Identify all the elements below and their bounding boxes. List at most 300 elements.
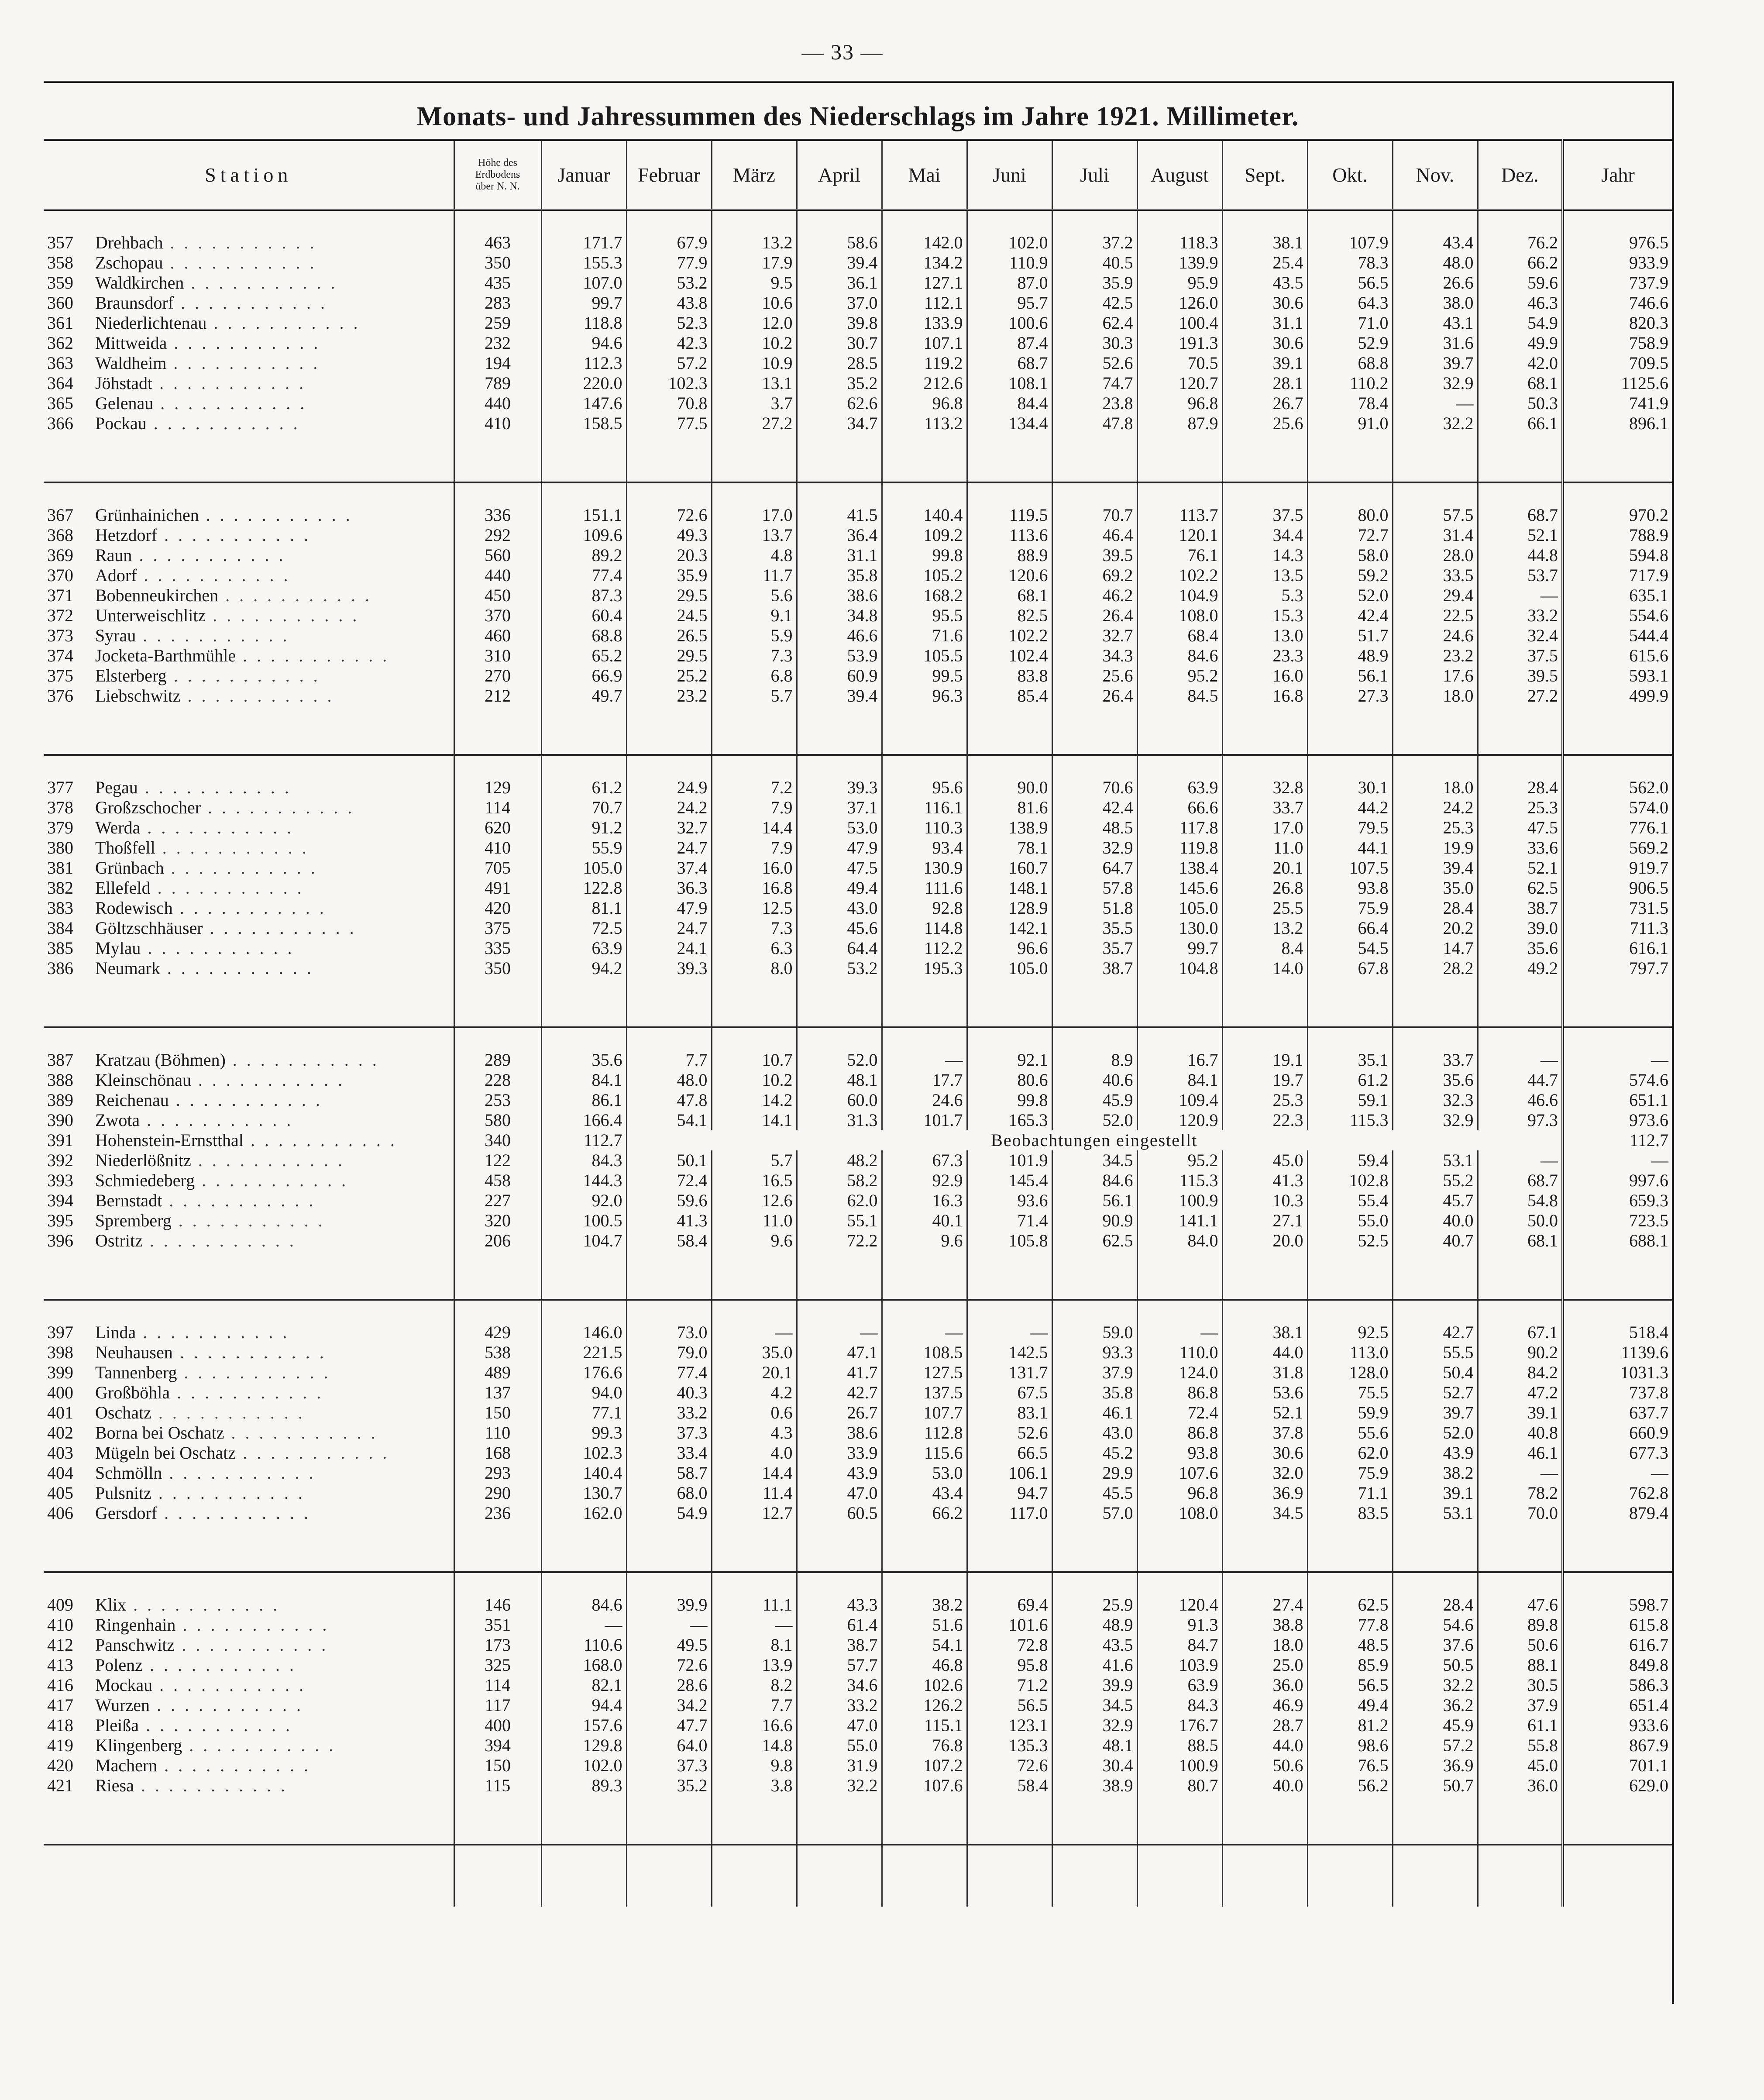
- value-cell: 37.5: [1478, 646, 1563, 666]
- value-cell: 25.9: [1052, 1595, 1137, 1615]
- value-cell: 50.4: [1393, 1363, 1478, 1383]
- leader-dots: . . . . . . . . . . .: [172, 1343, 327, 1362]
- empty-cell: [797, 210, 882, 233]
- value-cell: 130.9: [882, 858, 967, 878]
- empty-cell: [541, 755, 626, 778]
- empty-cell: [1307, 1796, 1393, 1845]
- station-cell: [44, 1130, 454, 1150]
- value-cell: 72.5: [541, 918, 626, 938]
- value-cell: 14.8: [712, 1735, 797, 1756]
- leader-dots: . . . . . . . . . . .: [173, 293, 327, 313]
- empty-cell: [626, 210, 712, 233]
- station-number: 367: [47, 505, 73, 525]
- value-cell: 39.3: [626, 958, 712, 978]
- empty-cell: [967, 1572, 1052, 1595]
- leader-dots: . . . . . . . . . . .: [140, 1110, 294, 1130]
- elevation-cell: 375: [454, 918, 541, 938]
- station-cell: [44, 1090, 454, 1110]
- value-cell: 8.9: [1052, 1050, 1137, 1070]
- elevation-cell: 270: [454, 666, 541, 686]
- empty-cell: [1222, 1523, 1307, 1572]
- value-cell: 139.9: [1137, 253, 1222, 273]
- value-cell: 71.1: [1307, 1483, 1393, 1503]
- empty-cell: [882, 1300, 967, 1322]
- empty-cell: [1222, 434, 1307, 482]
- value-cell: 20.1: [1222, 858, 1307, 878]
- value-cell: 14.4: [712, 818, 797, 838]
- elevation-cell: 340: [454, 1130, 541, 1150]
- empty-cell: [712, 210, 797, 233]
- leader-dots: . . . . . . . . . . .: [146, 413, 300, 433]
- value-cell: 25.3: [1478, 798, 1563, 818]
- value-cell: 60.0: [797, 1090, 882, 1110]
- station-name: Hohenstein-Ernstthal: [95, 1130, 244, 1150]
- value-cell: 84.1: [541, 1070, 626, 1090]
- leader-dots: . . . . . . . . . . .: [155, 838, 309, 857]
- empty-cell: [1052, 210, 1137, 233]
- elevation-cell: 538: [454, 1343, 541, 1363]
- value-cell: 28.4: [1393, 1595, 1478, 1615]
- empty-cell: [1393, 210, 1478, 233]
- annual-total-cell: 677.3: [1563, 1443, 1672, 1463]
- value-cell: 56.5: [1307, 273, 1393, 293]
- station-row: [44, 293, 1672, 313]
- value-cell: 64.4: [797, 938, 882, 958]
- empty-cell: [712, 1572, 797, 1595]
- value-cell: 195.3: [882, 958, 967, 978]
- empty-cell: [626, 1845, 712, 1907]
- value-cell: 147.6: [541, 393, 626, 413]
- value-cell: 47.9: [626, 898, 712, 918]
- station-number: 377: [47, 778, 73, 797]
- value-cell: 67.1: [1478, 1322, 1563, 1343]
- value-cell: 84.6: [1052, 1170, 1137, 1191]
- value-cell: 46.6: [797, 626, 882, 646]
- value-cell: 28.5: [797, 353, 882, 373]
- station-name: Zwota: [95, 1110, 140, 1130]
- value-cell: 49.4: [797, 878, 882, 898]
- empty-cell: [1137, 1523, 1222, 1572]
- elevation-cell: 137: [454, 1383, 541, 1403]
- station-cell: [44, 1635, 454, 1655]
- empty-cell: [882, 210, 967, 233]
- empty-cell: [1307, 1845, 1393, 1907]
- value-cell: 53.0: [797, 818, 882, 838]
- value-cell: 31.1: [797, 545, 882, 565]
- station-number: 385: [47, 938, 73, 958]
- value-cell: 112.2: [882, 938, 967, 958]
- value-cell: 47.8: [1052, 413, 1137, 434]
- empty-cell: [967, 210, 1052, 233]
- value-cell: 45.9: [1393, 1715, 1478, 1735]
- empty-cell: [967, 1251, 1052, 1300]
- station-cell: [44, 606, 454, 626]
- station-row: [44, 626, 1672, 646]
- value-cell: 35.0: [712, 1343, 797, 1363]
- empty-cell: [454, 755, 541, 778]
- annual-total-cell: 746.6: [1563, 293, 1672, 313]
- value-cell: 38.1: [1222, 233, 1307, 253]
- station-cell: [44, 898, 454, 918]
- elevation-cell: 435: [454, 273, 541, 293]
- station-cell: [44, 1050, 454, 1070]
- value-cell: 37.6: [1393, 1635, 1478, 1655]
- value-cell: 11.0: [712, 1211, 797, 1231]
- value-cell: 71.4: [967, 1211, 1052, 1231]
- leader-dots: . . . . . . . . . . .: [164, 858, 318, 878]
- value-cell: 76.1: [1137, 545, 1222, 565]
- value-cell: 53.7: [1478, 565, 1563, 585]
- empty-cell: [967, 434, 1052, 482]
- value-cell: 40.5: [1052, 253, 1137, 273]
- value-cell: —: [1478, 585, 1563, 606]
- value-cell: 34.4: [1222, 525, 1307, 545]
- value-cell: 88.1: [1478, 1655, 1563, 1675]
- empty-cell: [1307, 1027, 1393, 1050]
- value-cell: 19.9: [1393, 838, 1478, 858]
- value-cell: 68.7: [1478, 505, 1563, 525]
- value-cell: 141.1: [1137, 1211, 1222, 1231]
- value-cell: 34.5: [1222, 1503, 1307, 1523]
- month-header: April: [797, 140, 882, 210]
- station-row: [44, 1050, 1672, 1070]
- value-cell: 12.6: [712, 1191, 797, 1211]
- empty-cell: [44, 434, 454, 482]
- value-cell: 16.0: [712, 858, 797, 878]
- value-cell: 28.1: [1222, 373, 1307, 393]
- station-cell: [44, 1150, 454, 1170]
- empty-cell: [541, 1796, 626, 1845]
- value-cell: 68.7: [1478, 1170, 1563, 1191]
- value-cell: 39.9: [1052, 1675, 1137, 1695]
- value-cell: 84.4: [967, 393, 1052, 413]
- empty-cell: [1222, 755, 1307, 778]
- value-cell: 10.6: [712, 293, 797, 313]
- value-cell: 42.4: [1052, 798, 1137, 818]
- value-cell: 30.6: [1222, 293, 1307, 313]
- value-cell: 39.5: [1478, 666, 1563, 686]
- value-cell: 117.8: [1137, 818, 1222, 838]
- value-cell: 28.4: [1478, 778, 1563, 798]
- month-header: März: [712, 140, 797, 210]
- value-cell: —: [541, 1615, 626, 1635]
- value-cell: 95.2: [1137, 666, 1222, 686]
- station-number: 368: [47, 525, 73, 545]
- value-cell: —: [1478, 1050, 1563, 1070]
- station-number: 398: [47, 1343, 73, 1362]
- station-cell: [44, 313, 454, 333]
- value-cell: 160.7: [967, 858, 1052, 878]
- station-number: 388: [47, 1070, 73, 1090]
- group-gap: [44, 482, 1672, 505]
- station-row: [44, 585, 1672, 606]
- value-cell: 30.5: [1478, 1675, 1563, 1695]
- value-cell: 59.9: [1307, 1403, 1393, 1423]
- empty-cell: [712, 1523, 797, 1572]
- station-name: Polenz: [95, 1655, 143, 1675]
- value-cell: 99.8: [967, 1090, 1052, 1110]
- value-cell: 17.7: [882, 1070, 967, 1090]
- group-separator: [44, 1523, 1672, 1572]
- value-cell: 26.6: [1393, 273, 1478, 293]
- value-cell: 93.8: [1137, 1443, 1222, 1463]
- empty-cell: [541, 1572, 626, 1595]
- empty-cell: [1052, 1251, 1137, 1300]
- empty-cell: [1222, 1251, 1307, 1300]
- value-cell: 31.9: [797, 1756, 882, 1776]
- station-cell: [44, 273, 454, 293]
- value-cell: 75.9: [1307, 1463, 1393, 1483]
- leader-dots: . . . . . . . . . . .: [203, 918, 357, 938]
- leader-dots: . . . . . . . . . . .: [191, 1150, 345, 1170]
- value-cell: 16.0: [1222, 666, 1307, 686]
- elevation-cell: 115: [454, 1776, 541, 1796]
- value-cell: 106.1: [967, 1463, 1052, 1483]
- annual-total-cell: 820.3: [1563, 313, 1672, 333]
- value-cell: 9.8: [712, 1756, 797, 1776]
- value-cell: 87.4: [967, 333, 1052, 353]
- group-gap: [44, 1300, 1672, 1322]
- empty-cell: [797, 755, 882, 778]
- value-cell: —: [967, 1322, 1052, 1343]
- station-cell: [44, 838, 454, 858]
- empty-cell: [44, 706, 454, 755]
- station-name: Raun: [95, 545, 132, 565]
- leader-dots: . . . . . . . . . . .: [160, 958, 314, 978]
- value-cell: 48.9: [1052, 1615, 1137, 1635]
- value-cell: 44.7: [1478, 1070, 1563, 1090]
- empty-cell: [712, 1300, 797, 1322]
- value-cell: 93.3: [1052, 1343, 1137, 1363]
- value-cell: 18.0: [1222, 1635, 1307, 1655]
- empty-cell: [1563, 1523, 1672, 1572]
- value-cell: 107.1: [882, 333, 967, 353]
- value-cell: 33.2: [626, 1403, 712, 1423]
- annual-total-cell: —: [1563, 1050, 1672, 1070]
- value-cell: 110.6: [541, 1635, 626, 1655]
- annual-total-cell: 574.6: [1563, 1070, 1672, 1090]
- value-cell: 77.9: [626, 253, 712, 273]
- group-separator: [44, 434, 1672, 482]
- station-name: Jocketa-Barthmühle: [95, 646, 236, 665]
- value-cell: 133.9: [882, 313, 967, 333]
- annual-total-cell: 896.1: [1563, 413, 1672, 434]
- empty-cell: [44, 482, 454, 505]
- station-name: Ringenhain: [95, 1615, 176, 1635]
- value-cell: 45.5: [1052, 1483, 1137, 1503]
- station-number: 359: [47, 273, 73, 293]
- station-name: Spremberg: [95, 1211, 172, 1230]
- value-cell: 62.0: [797, 1191, 882, 1211]
- value-cell: 34.3: [1052, 646, 1137, 666]
- value-cell: 5.7: [712, 686, 797, 706]
- value-cell: 15.3: [1222, 606, 1307, 626]
- station-cell: [44, 1443, 454, 1463]
- empty-cell: [712, 1845, 797, 1907]
- value-cell: 67.8: [1307, 958, 1393, 978]
- value-cell: 115.3: [1307, 1110, 1393, 1130]
- value-cell: 24.6: [882, 1090, 967, 1110]
- empty-cell: [712, 1796, 797, 1845]
- value-cell: 29.9: [1052, 1463, 1137, 1483]
- empty-cell: [454, 1845, 541, 1907]
- value-cell: 84.2: [1478, 1363, 1563, 1383]
- value-cell: 93.4: [882, 838, 967, 858]
- value-cell: 76.2: [1478, 233, 1563, 253]
- value-cell: 32.9: [1393, 1110, 1478, 1130]
- empty-cell: [626, 1300, 712, 1322]
- annual-total-cell: 554.6: [1563, 606, 1672, 626]
- elevation-cell: 150: [454, 1756, 541, 1776]
- value-cell: 39.7: [1393, 1403, 1478, 1423]
- precipitation-table-wrap: [44, 139, 1672, 1907]
- station-name: Rodewisch: [95, 898, 173, 918]
- elevation-cell: 320: [454, 1211, 541, 1231]
- value-cell: 124.0: [1137, 1363, 1222, 1383]
- leader-dots: . . . . . . . . . . .: [236, 646, 390, 665]
- value-cell: 23.2: [1393, 646, 1478, 666]
- value-cell: 32.4: [1478, 626, 1563, 646]
- station-cell: [44, 1463, 454, 1483]
- value-cell: 119.2: [882, 353, 967, 373]
- empty-cell: [1478, 978, 1563, 1027]
- value-cell: 66.2: [882, 1503, 967, 1523]
- station-row: [44, 818, 1672, 838]
- value-cell: 62.5: [1307, 1595, 1393, 1615]
- value-cell: 75.5: [1307, 1383, 1393, 1403]
- empty-cell: [1478, 1251, 1563, 1300]
- value-cell: 36.0: [1222, 1675, 1307, 1695]
- annual-total-cell: 593.1: [1563, 666, 1672, 686]
- value-cell: 91.3: [1137, 1615, 1222, 1635]
- value-cell: 20.3: [626, 545, 712, 565]
- observation-note: Beobachtungen eingestellt: [626, 1130, 1563, 1150]
- value-cell: 80.6: [967, 1070, 1052, 1090]
- annual-total-cell: 849.8: [1563, 1655, 1672, 1675]
- station-cell: [44, 1675, 454, 1695]
- value-cell: 48.2: [797, 1150, 882, 1170]
- station-row: [44, 1615, 1672, 1635]
- empty-cell: [1393, 1523, 1478, 1572]
- leader-dots: . . . . . . . . . . .: [149, 1695, 303, 1715]
- leader-dots: . . . . . . . . . . .: [151, 1403, 305, 1422]
- value-cell: 44.8: [1478, 545, 1563, 565]
- empty-cell: [541, 1845, 626, 1907]
- station-cell: [44, 1715, 454, 1735]
- empty-cell: [44, 755, 454, 778]
- value-cell: 45.9: [1052, 1090, 1137, 1110]
- value-cell: 43.9: [1393, 1443, 1478, 1463]
- station-name: Adorf: [95, 565, 137, 585]
- station-number: 395: [47, 1211, 73, 1230]
- leader-dots: . . . . . . . . . . .: [182, 1735, 336, 1755]
- empty-cell: [1478, 755, 1563, 778]
- value-cell: 94.0: [541, 1383, 626, 1403]
- value-cell: 91.2: [541, 818, 626, 838]
- value-cell: 34.2: [626, 1695, 712, 1715]
- station-number: 416: [47, 1675, 73, 1695]
- value-cell: 37.8: [1222, 1423, 1307, 1443]
- value-cell: 39.1: [1222, 353, 1307, 373]
- value-cell: 10.3: [1222, 1191, 1307, 1211]
- station-row: [44, 938, 1672, 958]
- leader-dots: . . . . . . . . . . .: [140, 818, 294, 837]
- value-cell: 118.3: [1137, 233, 1222, 253]
- station-name: Panschwitz: [95, 1635, 175, 1655]
- value-cell: 38.7: [1478, 898, 1563, 918]
- value-cell: 7.2: [712, 778, 797, 798]
- station-row: [44, 333, 1672, 353]
- value-cell: 14.7: [1393, 938, 1478, 958]
- value-cell: 52.0: [1307, 585, 1393, 606]
- value-cell: 3.7: [712, 393, 797, 413]
- value-cell: 100.9: [1137, 1191, 1222, 1211]
- value-cell: 14.0: [1222, 958, 1307, 978]
- value-cell: 23.3: [1222, 646, 1307, 666]
- station-number: 392: [47, 1150, 73, 1170]
- station-row: [44, 505, 1672, 525]
- value-cell: 92.0: [541, 1191, 626, 1211]
- empty-cell: [1307, 1251, 1393, 1300]
- station-row: [44, 353, 1672, 373]
- value-cell: 27.1: [1222, 1211, 1307, 1231]
- annual-total-cell: 762.8: [1563, 1483, 1672, 1503]
- leader-dots: . . . . . . . . . . .: [142, 1655, 296, 1675]
- elevation-cell: 440: [454, 565, 541, 585]
- elevation-cell: 146: [454, 1595, 541, 1615]
- value-cell: 83.5: [1307, 1503, 1393, 1523]
- empty-cell: [541, 210, 626, 233]
- value-cell: 92.5: [1307, 1322, 1393, 1343]
- annual-total-cell: 709.5: [1563, 353, 1672, 373]
- leader-dots: . . . . . . . . . . .: [236, 1443, 390, 1463]
- value-cell: 54.9: [626, 1503, 712, 1523]
- elevation-cell: 350: [454, 253, 541, 273]
- empty-cell: [1137, 210, 1222, 233]
- value-cell: 5.3: [1222, 585, 1307, 606]
- value-cell: 48.0: [626, 1070, 712, 1090]
- value-cell: 99.5: [882, 666, 967, 686]
- station-cell: [44, 646, 454, 666]
- value-cell: 94.2: [541, 958, 626, 978]
- value-cell: 145.6: [1137, 878, 1222, 898]
- empty-cell: [1137, 1027, 1222, 1050]
- value-cell: 39.5: [1052, 545, 1137, 565]
- value-cell: 115.6: [882, 1443, 967, 1463]
- leader-dots: . . . . . . . . . . .: [225, 1050, 379, 1070]
- elevation-cell: 129: [454, 778, 541, 798]
- station-row: [44, 778, 1672, 798]
- value-cell: 72.8: [967, 1635, 1052, 1655]
- value-cell: 37.9: [1478, 1695, 1563, 1715]
- value-cell: 53.2: [797, 958, 882, 978]
- value-cell: 25.5: [1222, 898, 1307, 918]
- value-cell: 117.0: [967, 1503, 1052, 1523]
- station-row: [44, 898, 1672, 918]
- value-cell: 48.0: [1393, 253, 1478, 273]
- empty-cell: [541, 1523, 626, 1572]
- value-cell: 105.8: [967, 1231, 1052, 1251]
- empty-cell: [626, 978, 712, 1027]
- value-cell: 66.5: [967, 1443, 1052, 1463]
- station-name: Ellefeld: [95, 878, 151, 898]
- value-cell: 38.6: [797, 1423, 882, 1443]
- value-cell: 99.3: [541, 1423, 626, 1443]
- value-cell: 123.1: [967, 1715, 1052, 1735]
- jahr-header: Jahr: [1563, 140, 1672, 210]
- value-cell: 221.5: [541, 1343, 626, 1363]
- station-row: [44, 1776, 1672, 1796]
